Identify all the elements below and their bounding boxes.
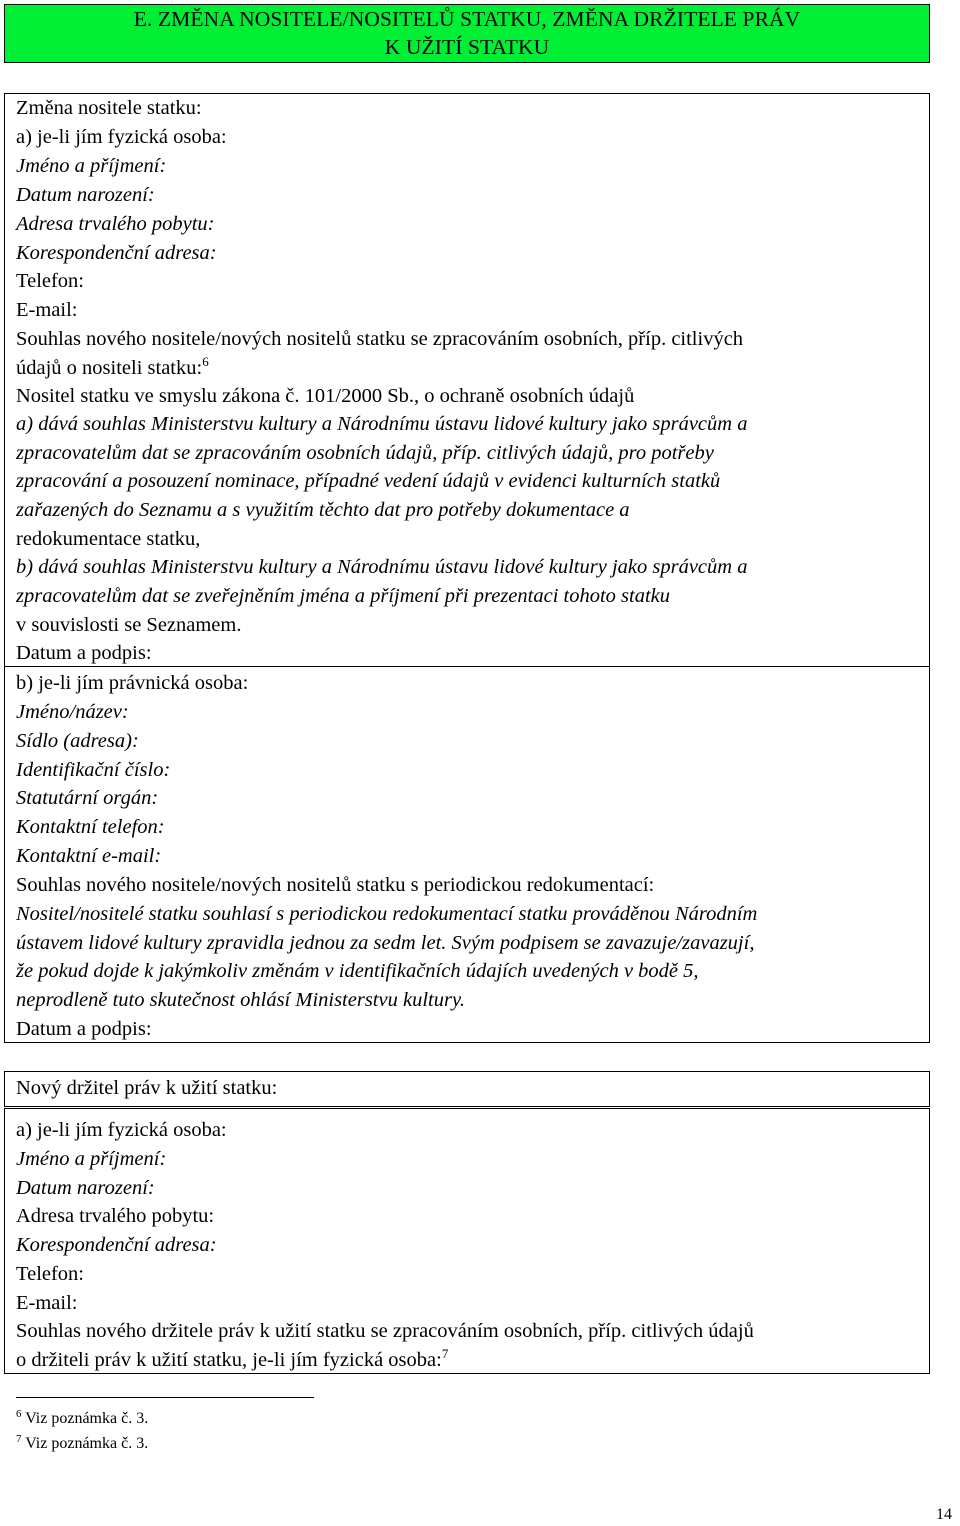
section-title-line2: K UŽITÍ STATKU <box>384 35 550 59</box>
redoc-consent: Souhlas nového nositele/nových nositelů statku s periodickou redokumentací: <box>16 874 655 896</box>
footnote-6: $^6$ Viz poznámka č. 3. <box>16 1408 149 1427</box>
consent-line-2: údajů o nositeli statku:$^6$ <box>16 354 209 379</box>
correspondence-field: Korespondenční adresa: <box>16 242 217 264</box>
section-title <box>4 4 930 63</box>
para-a-line-2: zpracovatelům dat se zpracováním osobních údajů, příp. citlivých údajů, pro potřeby <box>16 442 714 464</box>
id-number-field: Identifikační číslo: <box>16 759 171 781</box>
rh-address-field: Adresa trvalého pobytu: <box>16 1205 215 1227</box>
legal-name-field: Jméno/název: <box>16 701 129 723</box>
footnote-separator <box>16 1397 314 1398</box>
rh-consent-line-1: Souhlas nového držitele práv k užití statku se zpracováním osobních, příp. citlivých údajů <box>16 1320 754 1342</box>
signature-label-2: Datum a podpis: <box>16 1018 152 1040</box>
para-b-line-3: v souvislosti se Seznamem. <box>16 614 242 636</box>
signature-label-1: Datum a podpis: <box>16 642 152 664</box>
rh-name-field: Jméno a příjmení: <box>16 1148 167 1170</box>
rh-natural-person-heading: a) je-li jím fyzická osoba: <box>16 1119 227 1141</box>
rh-phone-field: Telefon: <box>16 1263 85 1285</box>
phone-field: Telefon: <box>16 270 85 292</box>
contact-phone-field: Kontaktní telefon: <box>16 816 165 838</box>
rh-consent-line-2: o držiteli práv k užití statku, je-li jím fyzická osoba:$^7$ <box>16 1346 449 1371</box>
section-title-line1: E. ZMĚNA NOSITELE/NOSITELŮ STATKU, ZMĚNA DRŽITELE PRÁV <box>133 7 801 31</box>
rh-correspondence-field: Korespondenční adresa: <box>16 1234 217 1256</box>
redoc-text-3: že pokud dojde k jakýmkoliv změnám v identifikačních údajích uvedených v bodě 5, <box>16 960 699 982</box>
natural-person-heading: a) je-li jím fyzická osoba: <box>16 126 227 148</box>
address-field: Adresa trvalého pobytu: <box>16 213 215 235</box>
contact-email-field: Kontaktní e-mail: <box>16 845 162 867</box>
legal-person-heading: b) je-li jím právnická osoba: <box>16 672 249 694</box>
consent-line-1: Souhlas nového nositele/nových nositelů statku se zpracováním osobních, příp. citlivých <box>16 328 744 350</box>
para-a-line-4: zařazených do Seznamu a s využitím těchto dat pro potřeby dokumentace a <box>16 499 630 521</box>
footnote-7: $^7$ Viz poznámka č. 3. <box>16 1433 149 1452</box>
para-a-line-5: redokumentace statku, <box>16 528 201 550</box>
rh-email-field: E-mail: <box>16 1292 78 1314</box>
redoc-text-2: ústavem lidové kultury zpravidla jednou za sedm let. Svým podpisem se zavazuje/zavazují, <box>16 932 755 954</box>
footnote-ref-6: 6 <box>202 354 209 369</box>
holder-change-heading: Změna nositele statku: <box>16 97 202 119</box>
para-b-line-2: zpracovatelům dat se zveřejněním jména a příjmení při prezentaci tohoto statku <box>16 585 670 607</box>
rh-birth-date-field: Datum narození: <box>16 1177 155 1199</box>
law-line: Nositel statku ve smyslu zákona č. 101/2000 Sb., o ochraně osobních údajů <box>16 385 635 407</box>
para-b-line-1: b) dává souhlas Ministerstvu kultury a Národnímu ústavu lidové kultury jako správcům a <box>16 556 748 578</box>
page-number: 14 <box>936 1506 952 1523</box>
seat-field: Sídlo (adresa): <box>16 730 139 752</box>
divider-legal-person <box>4 666 930 667</box>
redoc-text-4: neprodleně tuto skutečnost ohlásí Ministerstvu kultury. <box>16 989 466 1011</box>
para-a-line-3: zpracování a posouzení nominace, případné vedení údajů v evidenci kulturních statků <box>16 470 721 492</box>
rights-holder-heading: Nový držitel práv k užití statku: <box>16 1077 278 1099</box>
footnote-ref-7: 7 <box>441 1346 449 1361</box>
redoc-text-1: Nositel/nositelé statku souhlasí s periodickou redokumentací statku prováděnou Národním <box>16 903 758 925</box>
para-a-line-1: a) dává souhlas Ministerstvu kultury a Národnímu ústavu lidové kultury jako správcům a <box>16 413 748 435</box>
birth-date-field: Datum narození: <box>16 184 155 206</box>
email-field: E-mail: <box>16 299 78 321</box>
statutory-field: Statutární orgán: <box>16 787 159 809</box>
name-field: Jméno a příjmení: <box>16 155 167 177</box>
